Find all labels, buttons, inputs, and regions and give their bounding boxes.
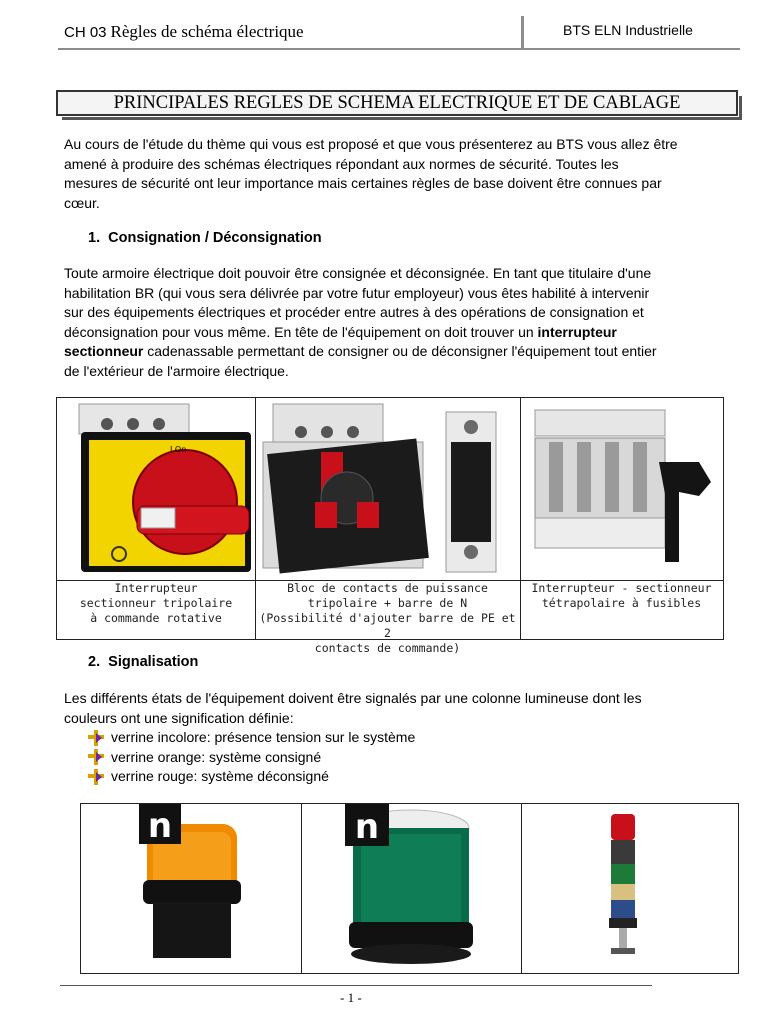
list-item bbox=[88, 748, 415, 768]
beacon-color-list bbox=[88, 728, 415, 787]
chapter-code: CH 03 bbox=[64, 24, 107, 41]
fuse-switch-image bbox=[529, 402, 719, 578]
rotary-switch-image bbox=[67, 402, 255, 578]
section-heading-2 bbox=[88, 654, 198, 670]
paragraph-line bbox=[64, 342, 740, 362]
list-item-text: verrine rouge: système déconsigné bbox=[111, 768, 329, 784]
arrow-bullet-icon bbox=[88, 769, 106, 785]
signalisation-paragraph bbox=[64, 689, 740, 728]
list-item-text: verrine orange: système consigné bbox=[111, 748, 322, 765]
caption-line: (Possibilité d'ajouter barre de PE et 2 bbox=[259, 611, 516, 640]
course-name: BTS ELN Industrielle bbox=[563, 22, 693, 38]
consignation-paragraph bbox=[64, 264, 740, 381]
caption-line: Interrupteur bbox=[114, 581, 198, 595]
footer-rule bbox=[60, 985, 652, 986]
chapter-title: Règles de schéma électrique bbox=[110, 22, 304, 41]
page-number: - 1 - bbox=[340, 990, 362, 1005]
paragraph-line bbox=[64, 323, 740, 343]
emphasis-sectionneur: sectionneur bbox=[64, 343, 144, 359]
caption-rotary-switch bbox=[57, 581, 255, 626]
intro-line: mesures de sécurité ont leur importance mais certaines règles de base doivent être connues par bbox=[64, 175, 662, 191]
intro-paragraph bbox=[64, 135, 740, 213]
beacon-images-table bbox=[80, 803, 739, 974]
caption-line: tripolaire + barre de N bbox=[307, 596, 468, 610]
svg-text:I On: I On bbox=[170, 445, 187, 454]
section-number: 2. bbox=[88, 654, 101, 670]
paragraph-line: Les différents états de l'équipement doivent être signalés par une colonne lumineuse dont les bbox=[64, 690, 642, 706]
paragraph-line: sur des équipements électriques et procéder entre autres à des opérations de consignation et bbox=[64, 304, 644, 320]
list-item bbox=[88, 728, 415, 748]
beacon-badge-letter: n bbox=[354, 807, 380, 847]
intro-line: amené à produire des schémas électriques répondant aux normes de sécurité. Toutes les bbox=[64, 155, 619, 172]
section-heading-1 bbox=[88, 230, 322, 246]
paragraph-line: couleurs ont une signification définie: bbox=[64, 709, 294, 726]
document-title: PRINCIPALES REGLES DE SCHEMA ELECTRIQUE ET DE CABLAGE bbox=[56, 90, 738, 116]
switch-images-table bbox=[56, 397, 724, 655]
signal-tower-image bbox=[603, 810, 643, 960]
caption-contact-block bbox=[255, 581, 520, 656]
caption-line: tétrapolaire à fusibles bbox=[541, 596, 702, 610]
green-beacon-image bbox=[343, 804, 473, 972]
header-divider bbox=[521, 16, 524, 48]
list-item bbox=[88, 767, 415, 787]
paragraph-line: habilitation BR (qui vous sera délivrée par votre futur employeur) vous êtes habilité à intervenir bbox=[64, 284, 650, 301]
page-header bbox=[58, 14, 740, 50]
paragraph-text: déconsignation pour vous même. En tête de l'équipement on doit trouver un bbox=[64, 323, 534, 340]
caption-line: Bloc de contacts de puissance bbox=[287, 581, 488, 595]
emphasis-interrupteur: interrupteur bbox=[537, 323, 617, 340]
chapter-heading bbox=[64, 22, 304, 42]
section-number: 1. bbox=[88, 230, 101, 246]
caption-line: à commande rotative bbox=[90, 611, 222, 625]
section-title: Signalisation bbox=[108, 654, 199, 670]
paragraph-line: Toute armoire électrique doit pouvoir être consignée et déconsignée. En tant que titulaire d'une bbox=[64, 265, 652, 281]
intro-line: Au cours de l'étude du thème qui vous est proposé et que vous présenterez au BTS vous allez être bbox=[64, 136, 678, 152]
intro-line: cœur. bbox=[64, 194, 100, 211]
beacon-badge-letter: n bbox=[147, 806, 173, 846]
contact-block-image bbox=[261, 402, 517, 578]
orange-beacon-image bbox=[137, 804, 247, 972]
list-item-text: verrine incolore: présence tension sur le système bbox=[111, 729, 416, 745]
caption-line: sectionneur tripolaire bbox=[79, 596, 233, 610]
caption-line: contacts de commande) bbox=[314, 641, 461, 655]
paragraph-line: de l'extérieur de l'armoire électrique. bbox=[64, 362, 289, 379]
arrow-bullet-icon bbox=[88, 749, 106, 765]
section-title: Consignation / Déconsignation bbox=[108, 230, 322, 246]
arrow-bullet-icon bbox=[88, 730, 106, 746]
caption-fuse-switch bbox=[520, 581, 723, 611]
paragraph-text: cadenassable permettant de consigner ou de déconsigner l'équipement tout entier bbox=[147, 343, 657, 359]
caption-line: Interrupteur - sectionneur bbox=[531, 581, 712, 595]
